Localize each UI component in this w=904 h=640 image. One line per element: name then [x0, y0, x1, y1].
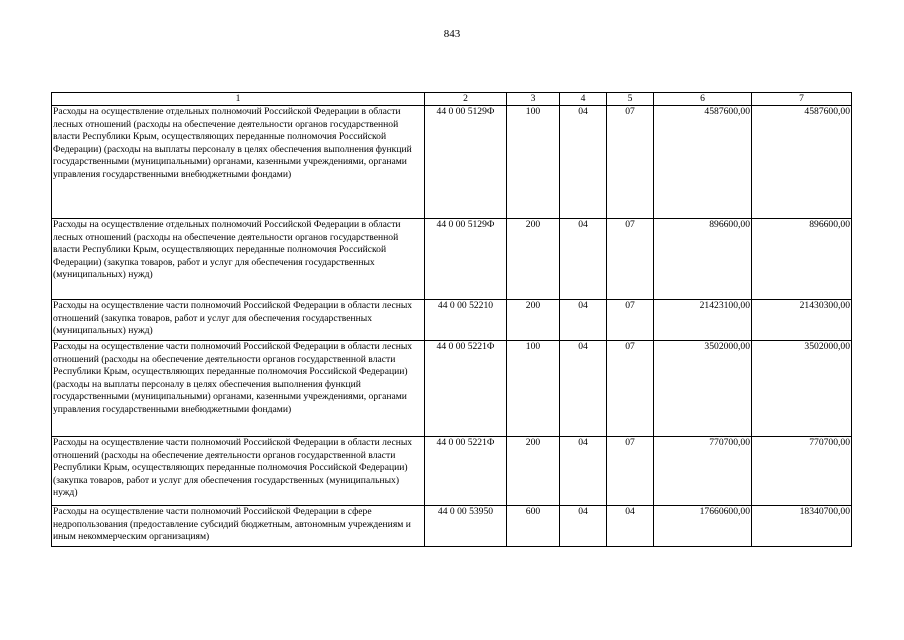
target-article-code: 44 0 00 52210 [425, 300, 507, 341]
section-code: 04 [560, 219, 607, 300]
expense-type-code: 100 [507, 341, 560, 437]
column-number-row [52, 93, 852, 106]
subsection-code: 07 [607, 437, 654, 506]
expense-type-code: 600 [507, 506, 560, 547]
amount-column-6: 4587600,00 [654, 106, 752, 219]
amount-column-7: 18340700,00 [752, 506, 852, 547]
amount-column-7: 896600,00 [752, 219, 852, 300]
subsection-code: 04 [607, 506, 654, 547]
section-code: 04 [560, 341, 607, 437]
amount-column-6: 896600,00 [654, 219, 752, 300]
column-number-2: 2 [425, 93, 507, 106]
target-article-code: 44 0 00 5129Ф [425, 106, 507, 219]
budget-table [51, 92, 852, 547]
subsection-code: 07 [607, 106, 654, 219]
expense-type-code: 200 [507, 300, 560, 341]
amount-column-6: 770700,00 [654, 437, 752, 506]
table-row [52, 300, 852, 341]
amount-column-6: 3502000,00 [654, 341, 752, 437]
section-code: 04 [560, 300, 607, 341]
amount-column-7: 770700,00 [752, 437, 852, 506]
table-row [52, 341, 852, 437]
amount-column-6: 17660600,00 [654, 506, 752, 547]
subsection-code: 07 [607, 341, 654, 437]
table-row [52, 106, 852, 219]
target-article-code: 44 0 00 5129Ф [425, 219, 507, 300]
table-row [52, 219, 852, 300]
column-number-7: 7 [752, 93, 852, 106]
amount-column-7: 21430300,00 [752, 300, 852, 341]
expense-name: Расходы на осуществление отдельных полномочий Российской Федерации в области лесных отношений (расходы на обеспечение деятельности органов государственной власти Республики Крым, осуществляющих переданные полномочия Российской Федерации) (закупка товаров, работ и услуг для обеспечения государственных (муниципальных) нужд) [52, 219, 425, 300]
section-code: 04 [560, 106, 607, 219]
expense-type-code: 200 [507, 219, 560, 300]
column-number-3: 3 [507, 93, 560, 106]
section-code: 04 [560, 506, 607, 547]
table-row [52, 506, 852, 547]
expense-name: Расходы на осуществление отдельных полномочий Российской Федерации в области лесных отношений (расходы на обеспечение деятельности органов государственной власти Республики Крым, осуществляющих переданные полномочия Российской Федерации) (расходы на выплаты персоналу в целях обеспечения выполнения функций государственными (муниципальными) органами, казенными учреждениями, органами управления государственными внебюджетными фондами) [52, 106, 425, 219]
section-code: 04 [560, 437, 607, 506]
amount-column-6: 21423100,00 [654, 300, 752, 341]
expense-name: Расходы на осуществление части полномочий Российской Федерации в области лесных отношений (расходы на обеспечение деятельности органов государственной власти Республики Крым, осуществляющих переданные полномочия Российской Федерации) (закупка товаров, работ и услуг для обеспечения государственных (муниципальных) нужд) [52, 437, 425, 506]
table-row [52, 437, 852, 506]
column-number-1: 1 [52, 93, 425, 106]
amount-column-7: 3502000,00 [752, 341, 852, 437]
target-article-code: 44 0 00 5221Ф [425, 437, 507, 506]
expense-name: Расходы на осуществление части полномочий Российской Федерации в сфере недропользования (предоставление субсидий бюджетным, автономным учреждениям и иным некоммерческим организациям) [52, 506, 425, 547]
target-article-code: 44 0 00 5221Ф [425, 341, 507, 437]
column-number-6: 6 [654, 93, 752, 106]
amount-column-7: 4587600,00 [752, 106, 852, 219]
expense-type-code: 100 [507, 106, 560, 219]
expense-name: Расходы на осуществление части полномочий Российской Федерации в области лесных отношений (расходы на обеспечение деятельности органов государственной власти Республики Крым, осуществляющих переданные полномочия Российской Федерации) (расходы на выплаты персоналу в целях обеспечения выполнения функций государственными (муниципальными) органами, казенными учреждениями, органами управления государственными внебюджетными фондами) [52, 341, 425, 437]
subsection-code: 07 [607, 219, 654, 300]
expense-type-code: 200 [507, 437, 560, 506]
expense-name: Расходы на осуществление части полномочий Российской Федерации в области лесных отношений (закупка товаров, работ и услуг для обеспечения государственных (муниципальных) нужд) [52, 300, 425, 341]
target-article-code: 44 0 00 53950 [425, 506, 507, 547]
column-number-4: 4 [560, 93, 607, 106]
page-number: 843 [443, 28, 461, 40]
column-number-5: 5 [607, 93, 654, 106]
subsection-code: 07 [607, 300, 654, 341]
